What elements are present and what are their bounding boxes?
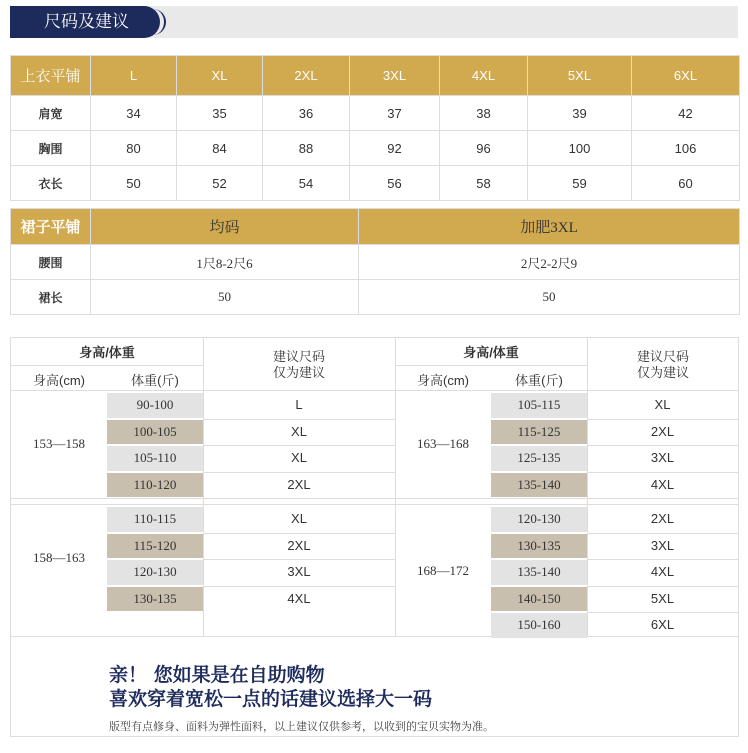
weight-range: 125-135 bbox=[491, 446, 587, 471]
size-header: 3XL bbox=[350, 56, 440, 96]
weight-range: 140-150 bbox=[491, 587, 587, 612]
weight-range: 135-140 bbox=[491, 560, 587, 585]
table-cell: 84 bbox=[177, 131, 263, 166]
row-label: 肩宽 bbox=[11, 96, 91, 131]
table-cell: 42 bbox=[632, 96, 740, 131]
table-cell: 60 bbox=[632, 166, 740, 201]
suggested-size: 4XL bbox=[650, 564, 675, 579]
size-header: 6XL bbox=[632, 56, 740, 96]
suggested-size: L bbox=[295, 397, 303, 412]
suggested-size: 5XL bbox=[650, 590, 675, 606]
suggested-size: 3XL bbox=[650, 537, 675, 553]
suggest-only-header: 仅为建议 bbox=[272, 365, 325, 380]
suggested-size: XL bbox=[291, 423, 307, 439]
weight-col-header: 体重(斤) bbox=[515, 373, 563, 388]
table-cell: 37 bbox=[350, 96, 440, 131]
skirt-table-header-row bbox=[11, 209, 740, 245]
table-cell: 2尺2-2尺9 bbox=[359, 245, 740, 280]
size-header: 2XL bbox=[263, 56, 350, 96]
weight-range: 130-135 bbox=[107, 587, 203, 612]
weight-range: 100-105 bbox=[107, 420, 203, 445]
table-cell: 34 bbox=[91, 96, 177, 131]
suggested-size: 4XL bbox=[650, 476, 675, 492]
table-cell: 50 bbox=[91, 280, 359, 315]
table-row bbox=[11, 280, 740, 315]
weight-range: 115-120 bbox=[107, 534, 203, 559]
table-cell: 88 bbox=[263, 131, 350, 166]
weight-range: 90-100 bbox=[107, 393, 203, 418]
shopping-note bbox=[11, 636, 738, 736]
size-header: 4XL bbox=[440, 56, 528, 96]
suggested-size: XL bbox=[291, 511, 307, 526]
height-col-header: 身高(cm) bbox=[417, 373, 469, 388]
suggested-size: 2XL bbox=[650, 511, 675, 526]
suggested-size: 2XL bbox=[287, 537, 311, 553]
skirt-size-table bbox=[10, 208, 740, 315]
table-cell: 50 bbox=[91, 166, 177, 201]
suggested-size: 6XL bbox=[650, 617, 675, 632]
section-title: 尺码及建议 bbox=[10, 6, 160, 38]
suggested-size: 3XL bbox=[287, 564, 311, 579]
size-header: 均码 bbox=[91, 209, 359, 245]
size-header: 加肥3XL bbox=[359, 209, 740, 245]
table-row bbox=[11, 245, 740, 280]
suggested-size: XL bbox=[291, 450, 307, 465]
height-range: 158—163 bbox=[33, 550, 85, 565]
weight-range: 115-125 bbox=[491, 420, 587, 445]
suggested-size: 2XL bbox=[287, 476, 311, 492]
skirt-table-corner: 裙子平铺 bbox=[11, 209, 91, 245]
table-cell: 100 bbox=[528, 131, 632, 166]
weight-range: 150-160 bbox=[491, 613, 587, 638]
table-cell: 38 bbox=[440, 96, 528, 131]
table-cell: 54 bbox=[263, 166, 350, 201]
size-header: L bbox=[91, 56, 177, 96]
table-cell: 50 bbox=[359, 280, 740, 315]
note-line-2: 喜欢穿着宽松一点的话建议选择大一码 bbox=[109, 688, 433, 710]
suggest-only-header: 仅为建议 bbox=[636, 365, 689, 380]
row-label: 胸围 bbox=[11, 131, 91, 166]
note-line-3: 版型有点修身、面料为弹性面料，以上建议仅供参考，以收到的宝贝实物为准。 bbox=[109, 721, 494, 733]
size-suggestion-panel bbox=[10, 337, 739, 737]
weight-range: 105-110 bbox=[107, 446, 203, 471]
weight-range: 120-130 bbox=[107, 560, 203, 585]
note-line-1: 亲！ 您如果是在自助购物 bbox=[109, 664, 325, 686]
table-cell: 96 bbox=[440, 131, 528, 166]
weight-range: 120-130 bbox=[491, 507, 587, 532]
weight-col-header: 体重(斤) bbox=[131, 373, 179, 388]
weight-range: 110-120 bbox=[107, 473, 203, 498]
section-header bbox=[10, 6, 738, 38]
weight-range: 130-135 bbox=[491, 534, 587, 559]
table-cell: 56 bbox=[350, 166, 440, 201]
table-cell: 39 bbox=[528, 96, 632, 131]
suggest-size-header: 建议尺码 bbox=[636, 349, 689, 364]
suggest-size-header: 建议尺码 bbox=[272, 349, 325, 364]
row-label: 裙长 bbox=[11, 280, 91, 315]
suggested-size: 2XL bbox=[650, 423, 675, 439]
weight-range: 135-140 bbox=[491, 473, 587, 498]
weight-range: 110-115 bbox=[107, 507, 203, 532]
table-cell: 80 bbox=[91, 131, 177, 166]
top-table-corner: 上衣平铺 bbox=[11, 56, 91, 96]
height-range: 168—172 bbox=[417, 563, 469, 579]
height-weight-header: 身高/体重 bbox=[79, 345, 135, 360]
height-range: 153—158 bbox=[33, 436, 85, 451]
weight-range: 105-115 bbox=[491, 393, 587, 418]
height-range: 163—168 bbox=[417, 436, 469, 451]
size-header: XL bbox=[177, 56, 263, 96]
table-cell: 36 bbox=[263, 96, 350, 131]
table-row bbox=[11, 166, 740, 201]
top-size-table bbox=[10, 55, 740, 201]
suggested-size: 4XL bbox=[287, 590, 311, 606]
table-cell: 59 bbox=[528, 166, 632, 201]
top-table-header-row bbox=[11, 56, 740, 96]
table-cell: 1尺8-2尺6 bbox=[91, 245, 359, 280]
table-row bbox=[11, 131, 740, 166]
size-header: 5XL bbox=[528, 56, 632, 96]
row-label: 腰围 bbox=[11, 245, 91, 280]
table-cell: 35 bbox=[177, 96, 263, 131]
table-cell: 92 bbox=[350, 131, 440, 166]
row-label: 衣长 bbox=[11, 166, 91, 201]
table-cell: 52 bbox=[177, 166, 263, 201]
table-cell: 106 bbox=[632, 131, 740, 166]
table-cell: 58 bbox=[440, 166, 528, 201]
height-col-header: 身高(cm) bbox=[33, 373, 85, 388]
suggested-size: XL bbox=[654, 397, 671, 412]
height-weight-header: 身高/体重 bbox=[463, 345, 519, 360]
suggested-size: 3XL bbox=[650, 450, 675, 465]
table-row bbox=[11, 96, 740, 131]
